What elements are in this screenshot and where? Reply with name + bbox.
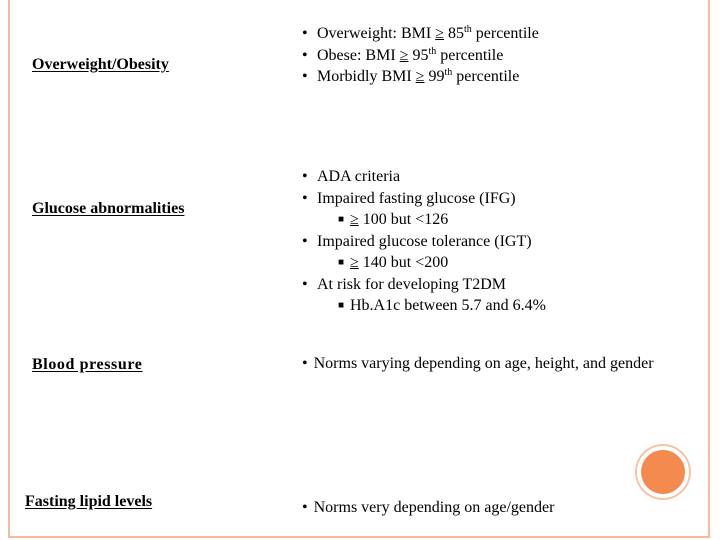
bullet-icon: •: [302, 499, 308, 516]
bullet-icon: •: [302, 46, 308, 64]
bullet-icon: •: [302, 189, 308, 207]
bullet-icon: •: [302, 275, 308, 293]
bullet-icon: •: [302, 168, 308, 185]
square-bullet-icon: ■: [338, 257, 345, 268]
bullet-icon: •: [302, 68, 308, 85]
square-bullet-icon: ■: [338, 214, 345, 225]
decorative-circle-icon: [641, 450, 685, 494]
label-glucose-abnormalities: Glucose abnormalities: [32, 200, 185, 217]
blood-pressure-text: • Norms varying depending on age, height, and gender: [302, 355, 654, 372]
bullet-icon: •: [302, 355, 308, 372]
square-bullet-icon: ■: [338, 300, 345, 311]
bullet-icon: •: [302, 25, 308, 42]
bullet-icon: •: [302, 232, 308, 250]
fasting-lipid-text: • Norms very depending on age/gender: [302, 499, 555, 516]
label-fasting-lipid-levels: Fasting lipid levels: [25, 493, 153, 510]
label-blood-pressure: Blood pressure: [32, 356, 143, 373]
label-overweight-obesity: Overweight/Obesity: [32, 56, 169, 73]
